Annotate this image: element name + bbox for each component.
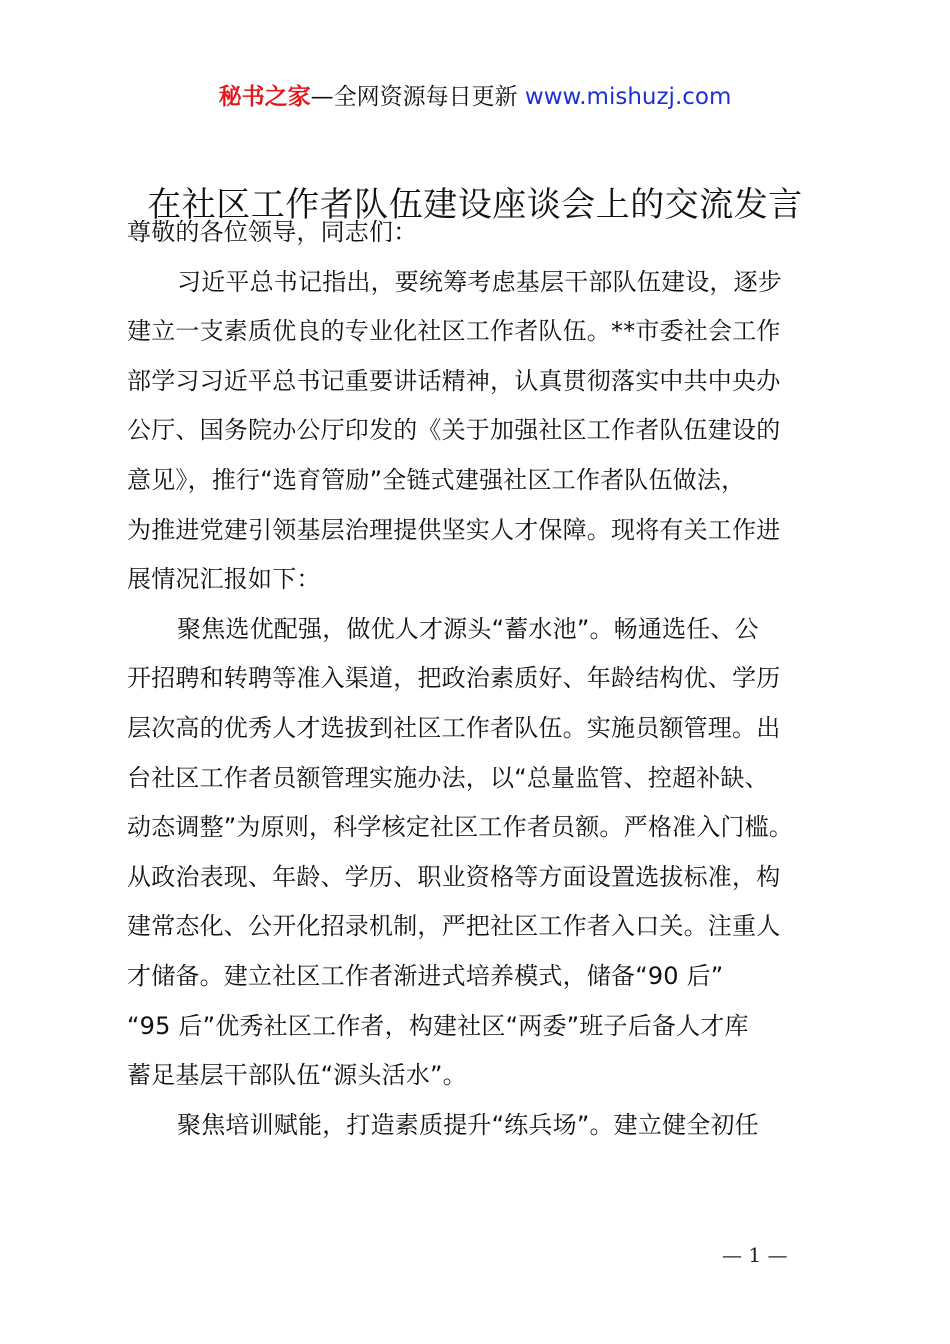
body-line: 意见》，推行“选育管励”全链式建强社区工作者队伍做法， <box>127 465 746 494</box>
site-header <box>0 80 950 114</box>
body-line: 建立一支素质优良的专业化社区工作者队伍。**市委社会工作 <box>127 317 781 346</box>
document-body <box>127 208 837 1150</box>
body-line: 习近平总书记指出，要统筹考虑基层干部队伍建设，逐步 <box>177 267 782 296</box>
body-line: 部学习习近平总书记重要讲话精神，认真贯彻落实中共中央办 <box>127 366 781 395</box>
body-line: 展情况汇报如下： <box>127 565 321 594</box>
body-line: “95 后”优秀社区工作者，构建社区“两委”班子后备人才库 <box>127 1011 749 1040</box>
body-line: 为推进党建引领基层治理提供坚实人才保障。现将有关工作进 <box>127 515 781 544</box>
header-slogan: —全网资源每日更新 <box>310 84 525 110</box>
website-url[interactable]: www.mishuzj.com <box>524 84 732 110</box>
page-number: — 1 — <box>722 1243 788 1267</box>
body-line: 公厅、国务院办公厅印发的《关于加强社区工作者队伍建设的 <box>127 416 781 445</box>
body-line: 从政治表现、年龄、学历、职业资格等方面设置选拔标准，构 <box>127 862 781 891</box>
document-title: 在社区工作者队伍建设座谈会上的交流发言 <box>147 185 803 225</box>
body-line: 开招聘和转聘等准入渠道，把政治素质好、年龄结构优、学历 <box>127 664 781 693</box>
body-line: 动态调整”为原则，科学核定社区工作者员额。严格准入门槛。 <box>127 813 794 842</box>
body-line: 层次高的优秀人才选拔到社区工作者队伍。实施员额管理。出 <box>127 713 781 742</box>
body-line: 建常态化、公开化招录机制，严把社区工作者入口关。注重人 <box>127 912 781 941</box>
body-line: 蓄足基层干部队伍“源头活水”。 <box>127 1061 467 1090</box>
body-line: 才储备。建立社区工作者渐进式培养模式，储备“90 后” <box>127 961 724 990</box>
salutation-line: 尊敬的各位领导，同志们： <box>127 218 418 246</box>
brand-name: 秘书之家 <box>218 84 311 110</box>
body-line: 台社区工作者员额管理实施办法，以“总量监管、控超补缺、 <box>127 763 769 792</box>
body-line: 聚焦选优配强，做优人才源头“蓄水池”。畅通选任、公 <box>177 614 759 643</box>
body-line: 聚焦培训赋能，打造素质提升“练兵场”。建立健全初任 <box>177 1110 759 1139</box>
